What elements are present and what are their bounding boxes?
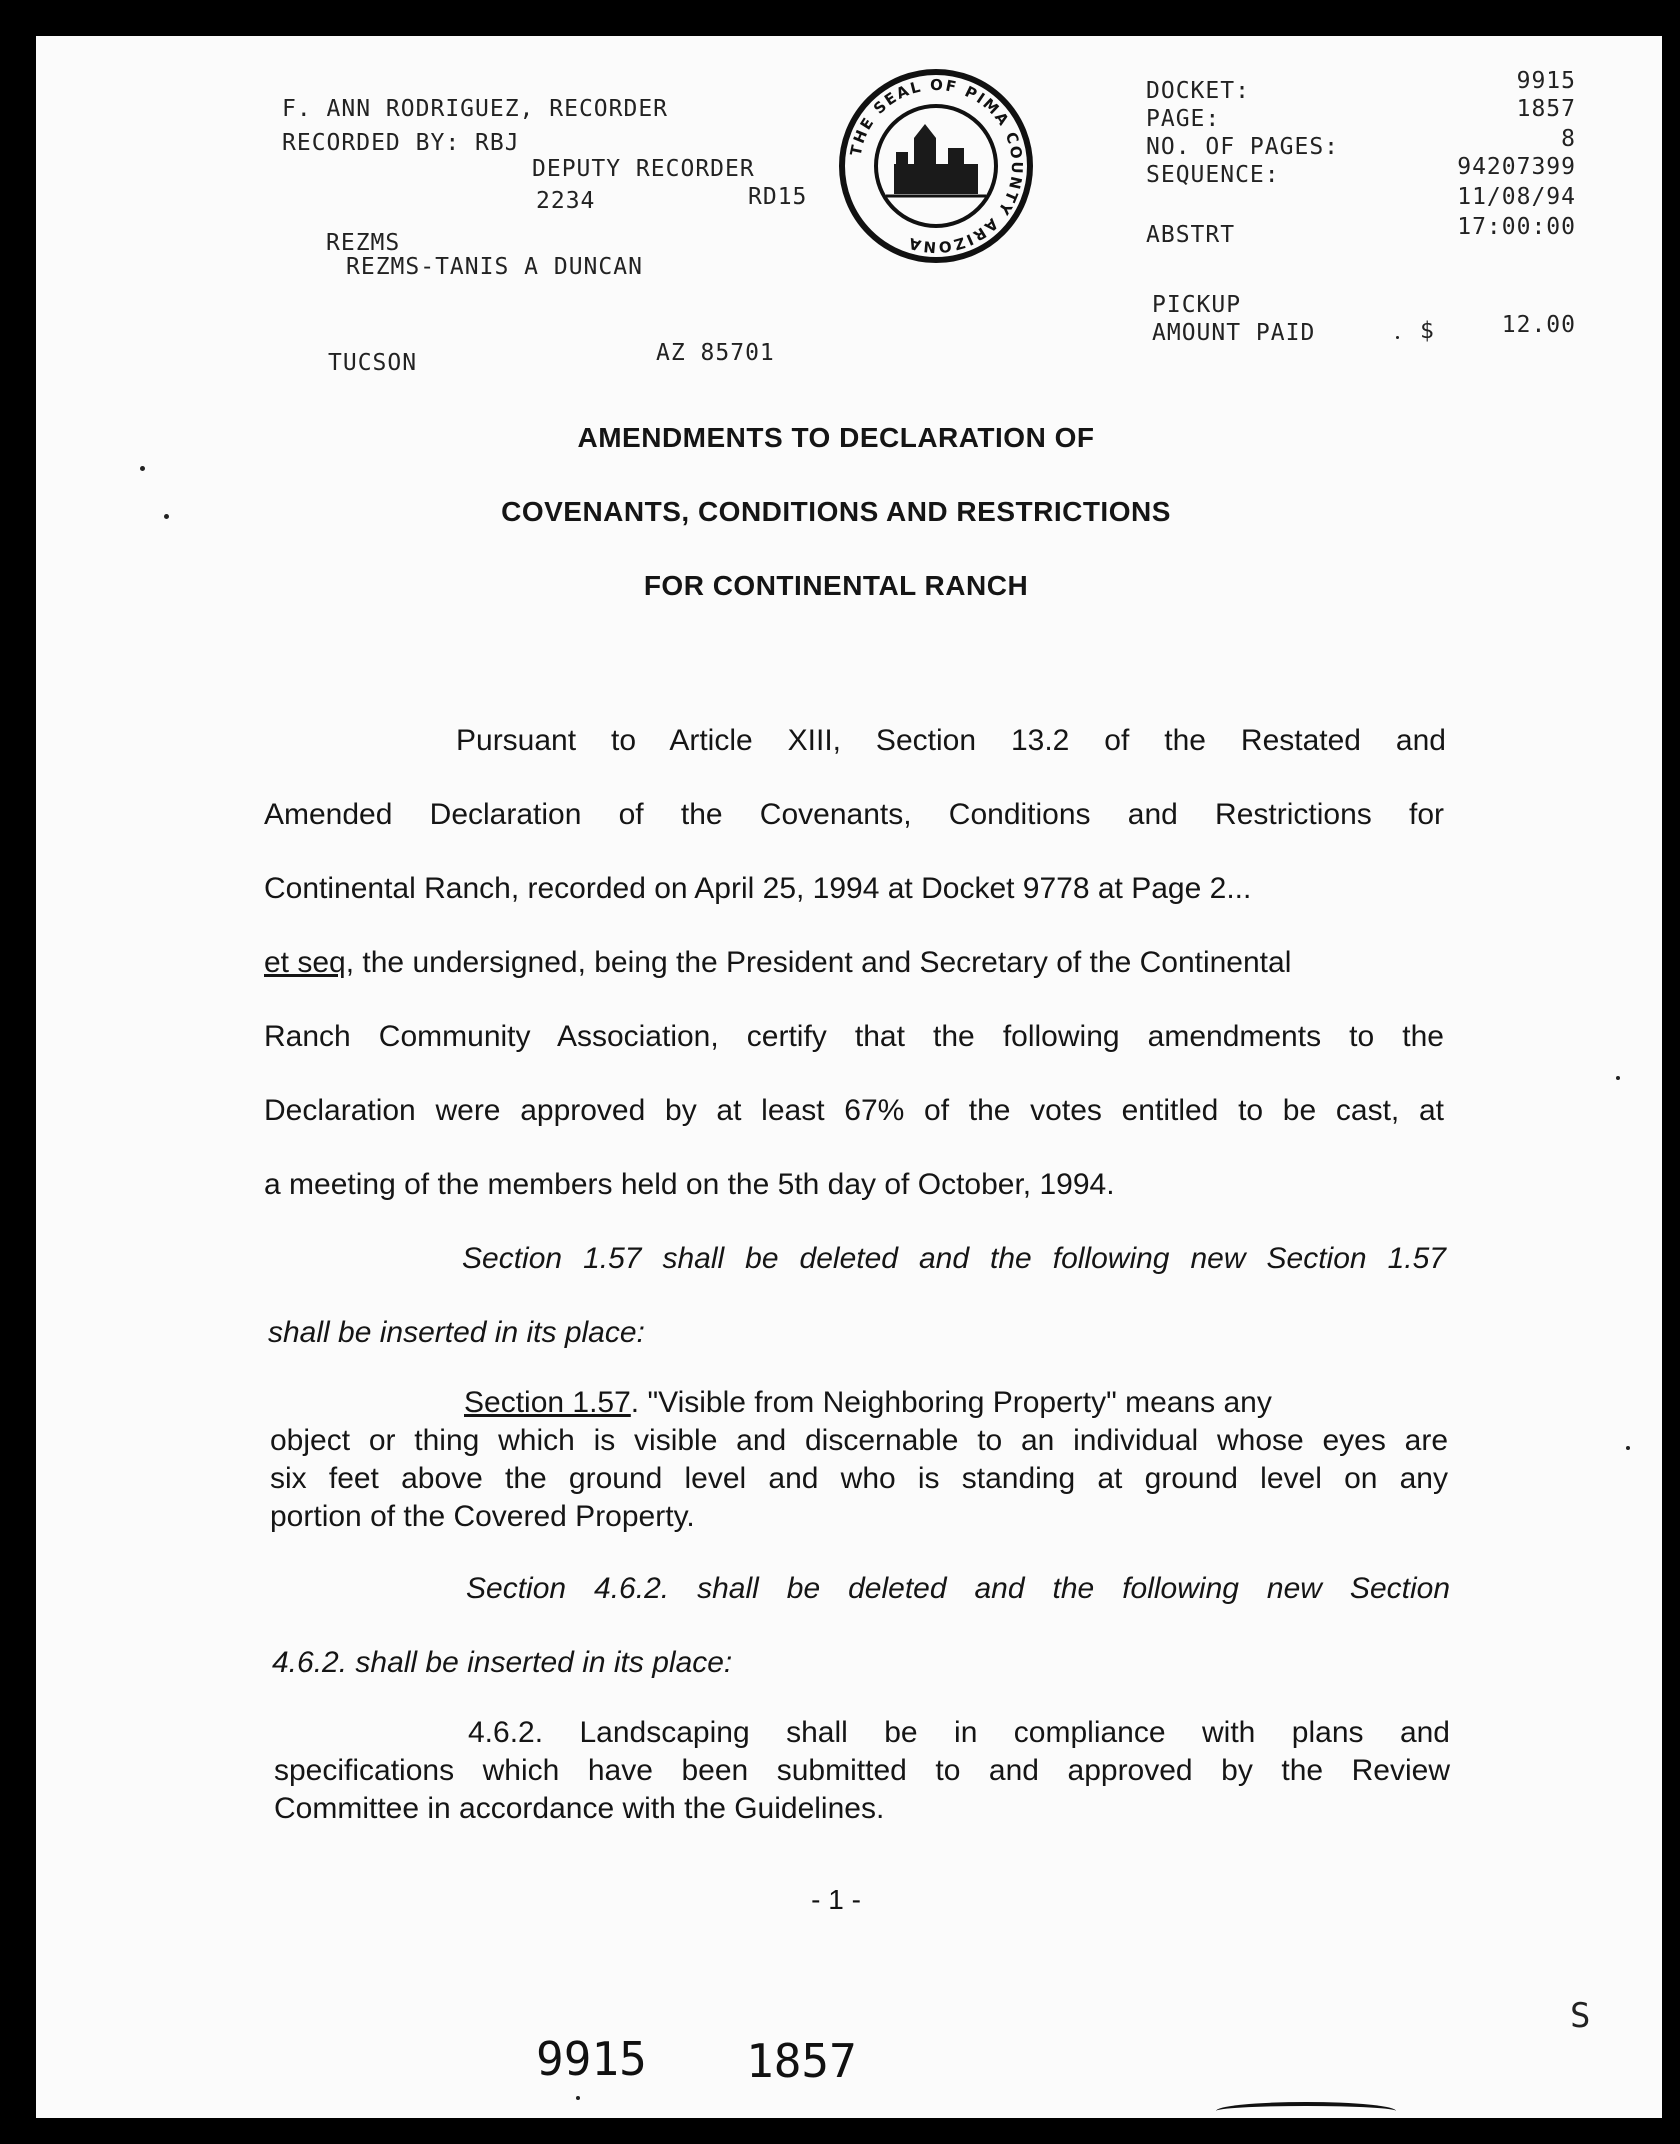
county-seal-icon bbox=[836, 66, 1036, 266]
section-462-intro-2: 4.6.2. shall be inserted in its place: bbox=[272, 1646, 733, 1679]
body-line: a meeting of the members held on the 5th day of October, 1994. bbox=[264, 1168, 1115, 1201]
scan-speck bbox=[1616, 1076, 1620, 1080]
scan-speck bbox=[140, 466, 145, 471]
svg-text:THE SEAL OF PIMA COUNTY ARIZON: THE SEAL OF PIMA COUNTY ARIZONA bbox=[846, 75, 1027, 257]
page-label: PAGE: bbox=[1146, 106, 1221, 132]
scan-speck bbox=[164, 514, 169, 519]
section-462-line: Committee in accordance with the Guidelines. bbox=[274, 1792, 885, 1825]
title-line-2: COVENANTS, CONDITIONS AND RESTRICTIONS bbox=[501, 496, 1171, 527]
docket-stamp: 9915 bbox=[536, 2032, 647, 2086]
body-line: Continental Ranch, recorded on April 25, 1994 at Docket 9778 at Page 2... bbox=[264, 872, 1252, 905]
amount-value: 12.00 bbox=[1501, 312, 1576, 338]
body-line: Pursuant to Article XIII, Section 13.2 of the Restated and bbox=[456, 724, 1446, 757]
amount-label: AMOUNT PAID bbox=[1152, 320, 1316, 346]
date-value: 11/08/94 bbox=[1457, 184, 1576, 210]
city: TUCSON bbox=[328, 350, 418, 376]
recorded-by: RECORDED BY: RBJ bbox=[282, 130, 520, 156]
et-seq-text: et seq bbox=[264, 946, 346, 979]
section-462-line: specifications which have been submitted to and approved by the Review bbox=[274, 1754, 1450, 1787]
scan-speck bbox=[1396, 336, 1399, 339]
scan-speck bbox=[1626, 1446, 1630, 1450]
body-line-rest: , the undersigned, being the President and Secretary of the Continental bbox=[345, 946, 1292, 979]
abstract-label: ABSTRT bbox=[1146, 222, 1236, 248]
section-157-line: six feet above the ground level and who is standing at ground level on any bbox=[270, 1462, 1448, 1495]
page-stamp: 1857 bbox=[746, 2034, 857, 2088]
docket-label: DOCKET: bbox=[1146, 78, 1250, 104]
body-line: Amended Declaration of the Covenants, Conditions and Restrictions for bbox=[264, 798, 1444, 831]
state-zip: AZ 85701 bbox=[656, 340, 775, 366]
section-462-line: 4.6.2. Landscaping shall be in compliance with plans and bbox=[468, 1716, 1450, 1749]
page-value: 1857 bbox=[1516, 96, 1576, 122]
section-157-line bbox=[464, 1386, 1448, 1420]
amount-currency: $ bbox=[1420, 318, 1435, 344]
sequence-value: 94207399 bbox=[1457, 154, 1576, 180]
scan-speck bbox=[576, 2096, 580, 2100]
pages-label: NO. OF PAGES: bbox=[1146, 134, 1340, 160]
deputy-recorder: DEPUTY RECORDER bbox=[532, 156, 755, 182]
body-line: Declaration were approved by at least 67% of the votes entitled to be cast, at bbox=[264, 1094, 1444, 1127]
section-157-intro-2: shall be inserted in its place: bbox=[268, 1316, 645, 1349]
body-line bbox=[264, 946, 1291, 980]
recorder-name: F. ANN RODRIGUEZ, RECORDER bbox=[282, 96, 669, 122]
document-page bbox=[36, 36, 1662, 2118]
section-157-intro: Section 1.57 shall be deleted and the following new Section 1.57 bbox=[462, 1242, 1446, 1275]
pickup-label: PICKUP bbox=[1152, 292, 1242, 318]
section-157-line: object or thing which is visible and discernable to an individual whose eyes are bbox=[270, 1424, 1448, 1457]
code-right: RD15 bbox=[748, 184, 808, 210]
title-line-1: AMENDMENTS TO DECLARATION OF bbox=[577, 422, 1095, 453]
rezms-label: REZMS bbox=[326, 230, 401, 256]
scan-smudge bbox=[1216, 2102, 1396, 2118]
section-157-label: Section 1.57 bbox=[464, 1386, 631, 1419]
title-line-3: FOR CONTINENTAL RANCH bbox=[643, 570, 1029, 601]
sequence-label: SEQUENCE: bbox=[1146, 162, 1280, 188]
body-line: Ranch Community Association, certify that the following amendments to the bbox=[264, 1020, 1444, 1053]
section-462-intro: Section 4.6.2. shall be deleted and the following new Section bbox=[466, 1572, 1450, 1605]
time-value: 17:00:00 bbox=[1457, 214, 1576, 240]
code-left: 2234 bbox=[536, 188, 596, 214]
section-157-line: portion of the Covered Property. bbox=[270, 1500, 695, 1533]
margin-mark: S bbox=[1570, 1996, 1592, 2036]
section-157-rest: . "Visible from Neighboring Property" means any bbox=[630, 1386, 1272, 1419]
page-number: - 1 - bbox=[811, 1884, 861, 1915]
docket-value: 9915 bbox=[1516, 68, 1576, 94]
rezms-name: REZMS-TANIS A DUNCAN bbox=[346, 254, 643, 280]
pages-value: 8 bbox=[1561, 126, 1576, 152]
